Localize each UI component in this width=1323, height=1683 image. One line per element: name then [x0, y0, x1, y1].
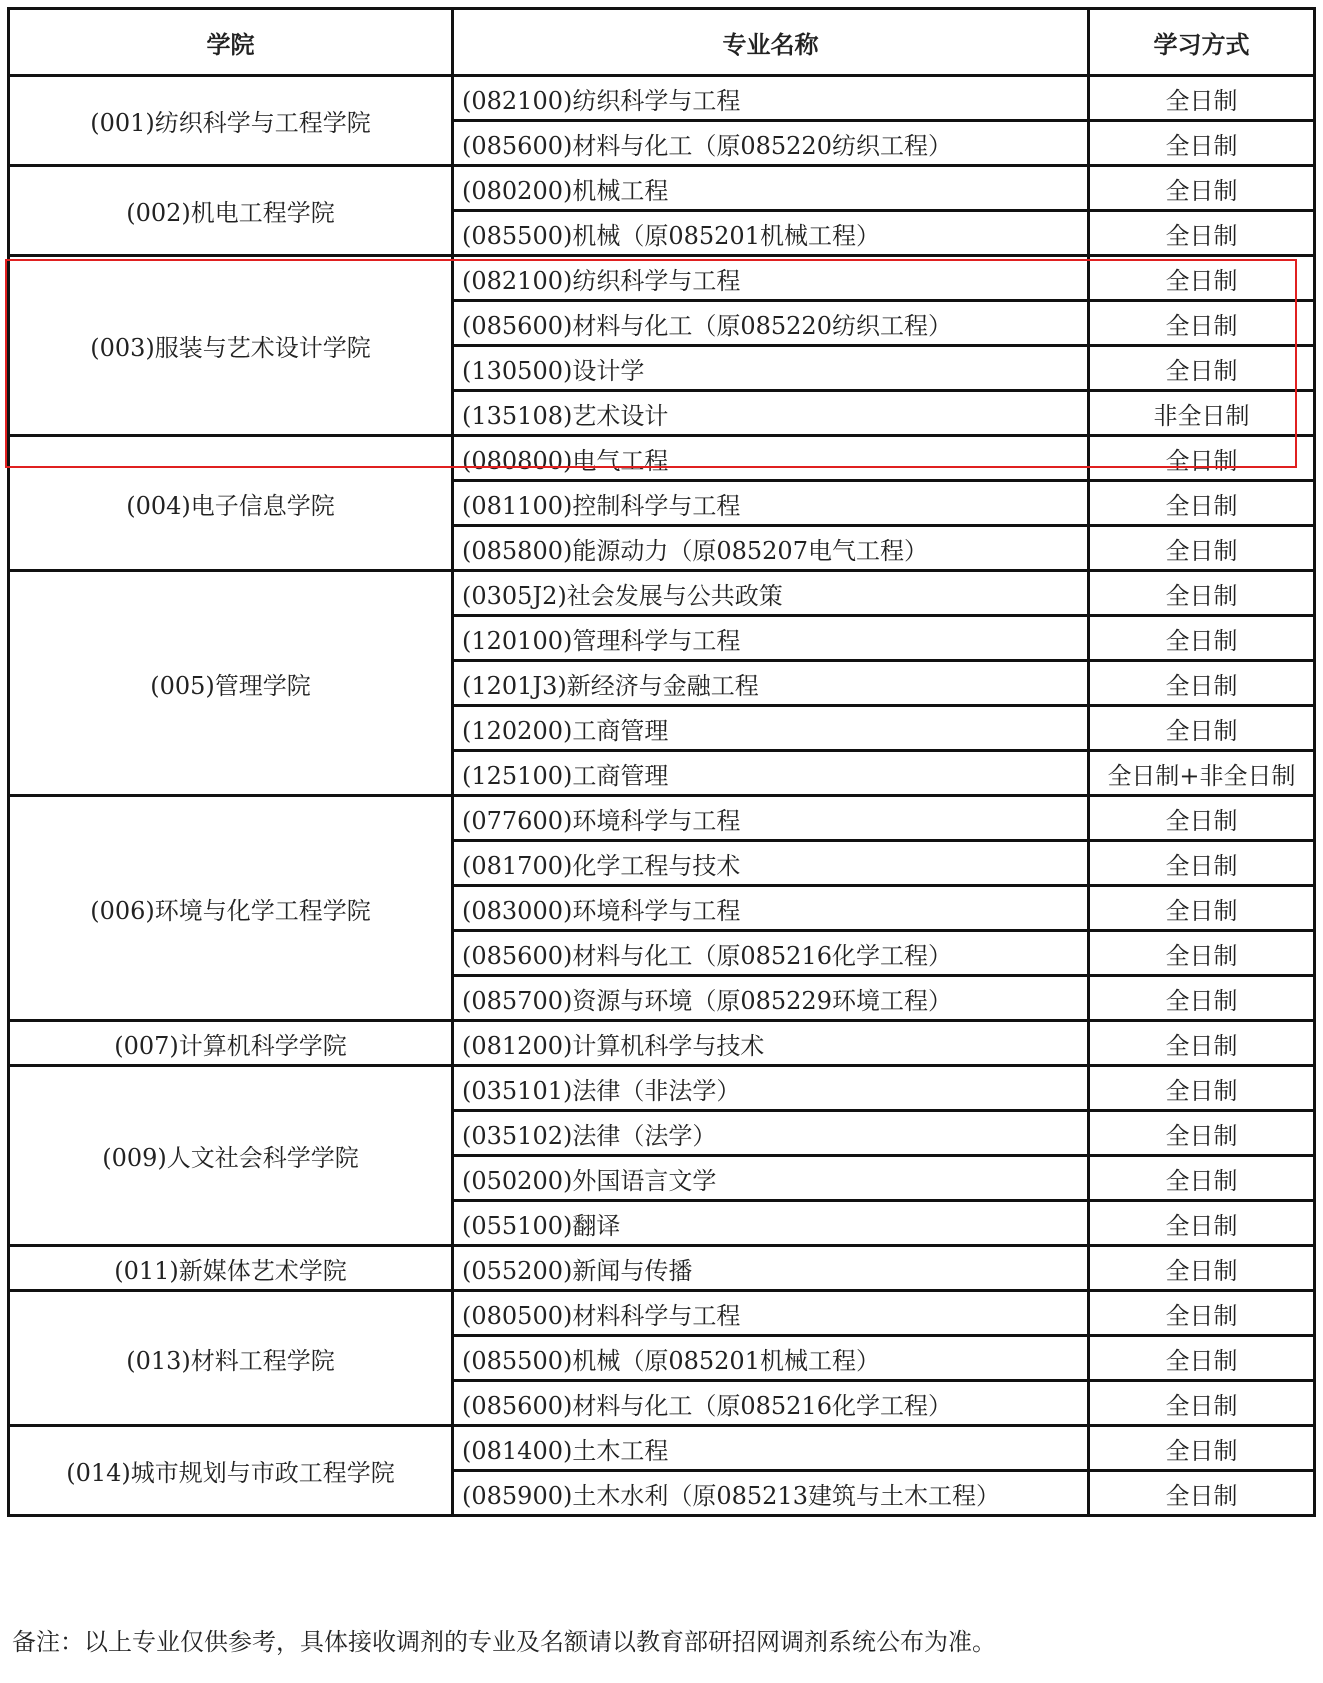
study-mode-cell: 全日制: [1089, 1381, 1315, 1426]
study-mode-cell: 全日制: [1089, 1291, 1315, 1336]
study-mode-cell: 全日制: [1089, 931, 1315, 976]
major-cell: (050200)外国语言文学: [453, 1156, 1089, 1201]
study-mode-cell: 全日制: [1089, 1156, 1315, 1201]
major-cell: (120100)管理科学与工程: [453, 616, 1089, 661]
study-mode-cell: 全日制: [1089, 1426, 1315, 1471]
header-college: 学院: [9, 9, 453, 76]
table-row: [9, 1426, 1315, 1471]
major-cell: (081200)计算机科学与技术: [453, 1021, 1089, 1066]
major-cell: (083000)环境科学与工程: [453, 886, 1089, 931]
study-mode-cell: 全日制: [1089, 1336, 1315, 1381]
college-cell: (011)新媒体艺术学院: [9, 1246, 453, 1291]
major-cell: (135108)艺术设计: [453, 391, 1089, 436]
major-cell: (130500)设计学: [453, 346, 1089, 391]
study-mode-cell: 全日制: [1089, 796, 1315, 841]
college-cell: (002)机电工程学院: [9, 166, 453, 256]
study-mode-cell: 全日制: [1089, 76, 1315, 121]
major-cell: (081100)控制科学与工程: [453, 481, 1089, 526]
major-cell: (085900)土木水利（原085213建筑与土木工程）: [453, 1471, 1089, 1516]
header-row: [9, 9, 1315, 76]
major-cell: (035102)法律（法学）: [453, 1111, 1089, 1156]
major-cell: (035101)法律（非法学）: [453, 1066, 1089, 1111]
table-row: [9, 166, 1315, 211]
table-row: [9, 1291, 1315, 1336]
table-row: [9, 1021, 1315, 1066]
study-mode-cell: 全日制: [1089, 256, 1315, 301]
table-row: [9, 571, 1315, 616]
study-mode-cell: 全日制: [1089, 526, 1315, 571]
major-cell: (085500)机械（原085201机械工程）: [453, 211, 1089, 256]
major-cell: (1201J3)新经济与金融工程: [453, 661, 1089, 706]
footnote: 备注：以上专业仅供参考，具体接收调剂的专业及名额请以教育部研招网调剂系统公布为准。: [12, 1628, 996, 1656]
study-mode-cell: 全日制: [1089, 706, 1315, 751]
major-cell: (085700)资源与环境（原085229环境工程）: [453, 976, 1089, 1021]
college-cell: (009)人文社会科学学院: [9, 1066, 453, 1246]
study-mode-cell: 全日制: [1089, 1066, 1315, 1111]
major-cell: (085500)机械（原085201机械工程）: [453, 1336, 1089, 1381]
major-cell: (080200)机械工程: [453, 166, 1089, 211]
major-cell: (082100)纺织科学与工程: [453, 76, 1089, 121]
study-mode-cell: 全日制: [1089, 1111, 1315, 1156]
table-row: [9, 436, 1315, 481]
study-mode-cell: 全日制: [1089, 436, 1315, 481]
study-mode-cell: 全日制: [1089, 1021, 1315, 1066]
table-row: [9, 1246, 1315, 1291]
study-mode-cell: 全日制: [1089, 571, 1315, 616]
study-mode-cell: 全日制: [1089, 1471, 1315, 1516]
study-mode-cell: 全日制: [1089, 976, 1315, 1021]
major-cell: (077600)环境科学与工程: [453, 796, 1089, 841]
table-row: [9, 76, 1315, 121]
college-cell: (001)纺织科学与工程学院: [9, 76, 453, 166]
major-cell: (085600)材料与化工（原085220纺织工程）: [453, 121, 1089, 166]
college-cell: (006)环境与化学工程学院: [9, 796, 453, 1021]
major-cell: (080500)材料科学与工程: [453, 1291, 1089, 1336]
study-mode-cell: 全日制: [1089, 121, 1315, 166]
study-mode-cell: 全日制: [1089, 886, 1315, 931]
study-mode-cell: 全日制: [1089, 616, 1315, 661]
study-mode-cell: 全日制: [1089, 346, 1315, 391]
study-mode-cell: 全日制: [1089, 301, 1315, 346]
college-cell: (007)计算机科学学院: [9, 1021, 453, 1066]
study-mode-cell: 全日制: [1089, 481, 1315, 526]
study-mode-cell: 全日制: [1089, 166, 1315, 211]
major-cell: (085800)能源动力（原085207电气工程）: [453, 526, 1089, 571]
study-mode-cell: 全日制: [1089, 841, 1315, 886]
college-cell: (013)材料工程学院: [9, 1291, 453, 1426]
major-cell: (085600)材料与化工（原085216化学工程）: [453, 931, 1089, 976]
study-mode-cell: 全日制: [1089, 1201, 1315, 1246]
college-cell: (014)城市规划与市政工程学院: [9, 1426, 453, 1516]
major-cell: (055100)翻译: [453, 1201, 1089, 1246]
study-mode-cell: 全日制+非全日制: [1089, 751, 1315, 796]
header-major: 专业名称: [453, 9, 1089, 76]
major-cell: (080800)电气工程: [453, 436, 1089, 481]
college-cell: (004)电子信息学院: [9, 436, 453, 571]
major-cell: (120200)工商管理: [453, 706, 1089, 751]
table-row: [9, 796, 1315, 841]
major-cell: (055200)新闻与传播: [453, 1246, 1089, 1291]
study-mode-cell: 全日制: [1089, 211, 1315, 256]
college-cell: (005)管理学院: [9, 571, 453, 796]
major-cell: (085600)材料与化工（原085220纺织工程）: [453, 301, 1089, 346]
major-cell: (0305J2)社会发展与公共政策: [453, 571, 1089, 616]
header-mode: 学习方式: [1089, 9, 1315, 76]
table-row: [9, 256, 1315, 301]
majors-table: [7, 7, 1316, 1517]
major-cell: (082100)纺织科学与工程: [453, 256, 1089, 301]
major-cell: (125100)工商管理: [453, 751, 1089, 796]
college-cell: (003)服装与艺术设计学院: [9, 256, 453, 436]
major-cell: (081400)土木工程: [453, 1426, 1089, 1471]
major-cell: (085600)材料与化工（原085216化学工程）: [453, 1381, 1089, 1426]
major-cell: (081700)化学工程与技术: [453, 841, 1089, 886]
study-mode-cell: 全日制: [1089, 661, 1315, 706]
table-row: [9, 1066, 1315, 1111]
study-mode-cell: 全日制: [1089, 1246, 1315, 1291]
study-mode-cell: 非全日制: [1089, 391, 1315, 436]
